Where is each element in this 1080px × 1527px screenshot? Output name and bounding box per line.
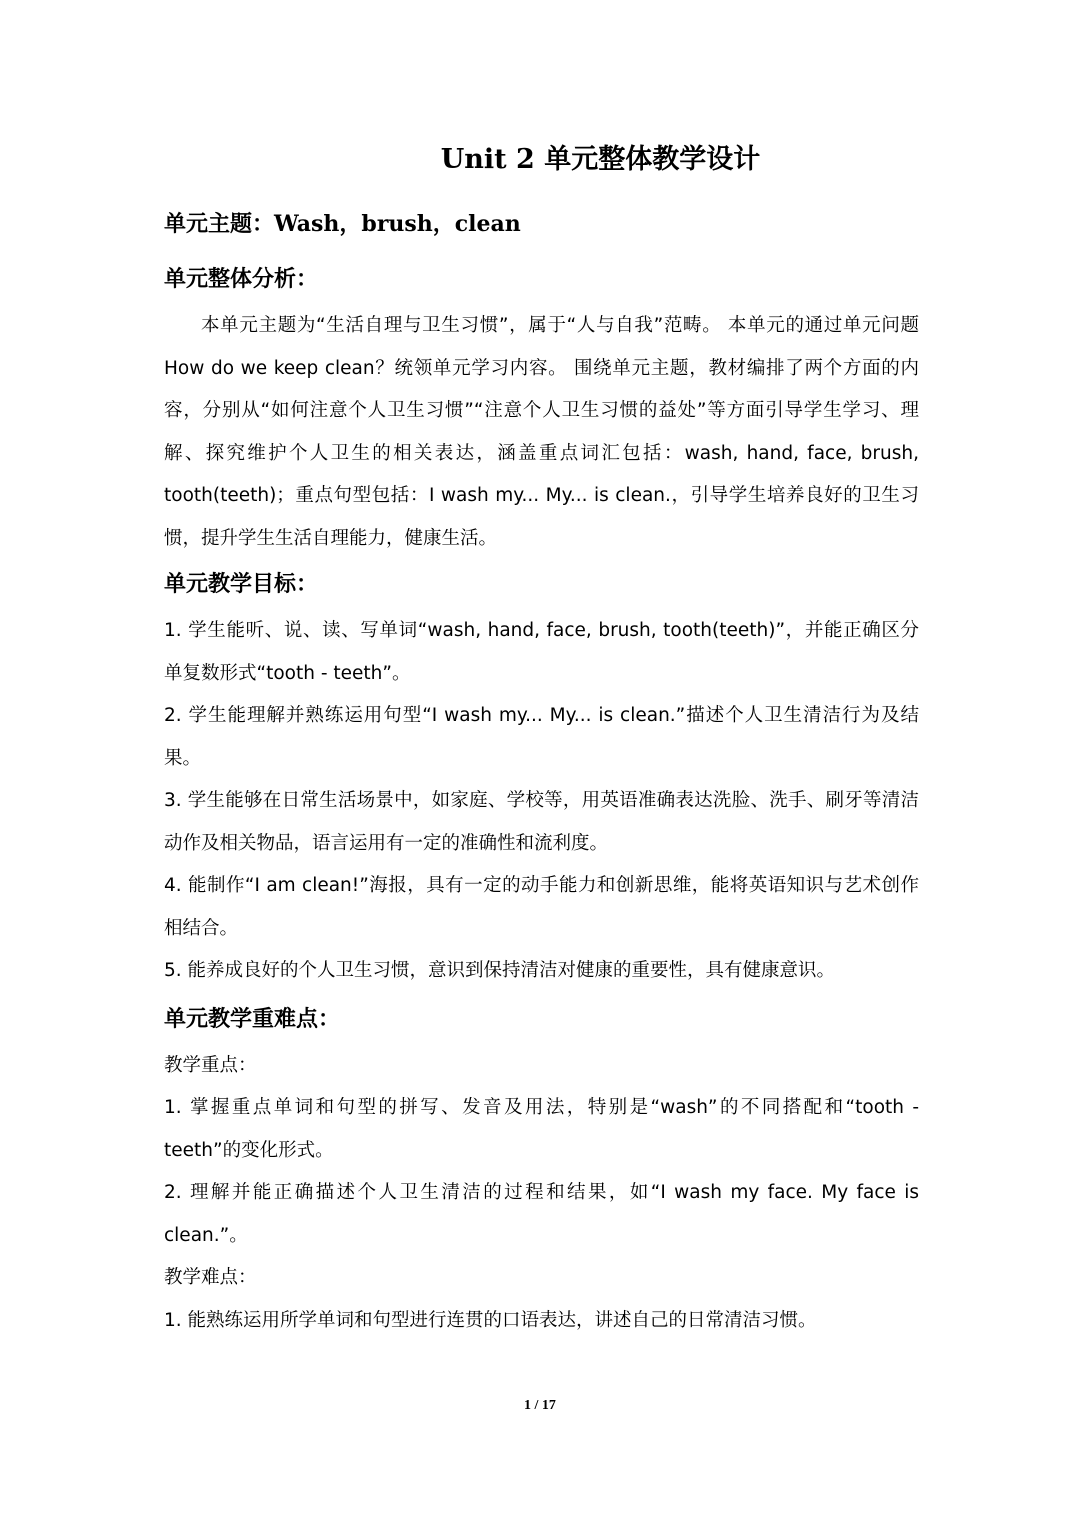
goal-item-3: 3. 学生能够在日常生活场景中，如家庭、学校等，用英语准确表达洗脸、洗手、刷牙等清洁动作及相关物品，语言运用有一定的准确性和流利度。 [164,790,919,854]
focus-item-1: 1. 掌握重点单词和句型的拼写、发音及用法，特别是“wash”的不同搭配和“tooth - teeth”的变化形式。 [164,1097,919,1161]
goals-heading: 单元教学目标： [164,571,319,597]
focus-item-2: 2. 理解并能正确描述个人卫生清洁的过程和结果，如“I wash my face. My face is clean.”。 [164,1182,919,1246]
goal-item-2: 2. 学生能理解并熟练运用句型“I wash my... My... is clean.”描述个人卫生清洁行为及结果。 [164,705,919,769]
difficulty-item-1: 1. 能熟练运用所学单词和句型进行连贯的口语表达，讲述自己的日常清洁习惯。 [164,1309,817,1331]
page-number: 1 / 17 [524,1398,556,1413]
unit-theme-heading: 单元主题：Wash，brush，clean [164,211,521,237]
analysis-heading: 单元整体分析： [164,266,319,292]
key-points-heading: 单元教学重难点： [164,1005,341,1032]
teaching-focus-label: 教学重点： [164,1054,257,1076]
goal-item-1: 1. 学生能听、说、读、写单词“wash, hand, face, brush, tooth(teeth)”，并能正确区分单复数形式“tooth - teeth”。 [164,620,919,684]
teaching-difficulty-label: 教学难点： [164,1267,257,1288]
goal-item-4: 4. 能制作“I am clean!”海报，具有一定的动手能力和创新思维，能将英语知识与艺术创作相结合。 [164,875,919,939]
page-content [164,138,919,1342]
document-title: Unit 2 单元整体教学设计 [440,144,761,175]
analysis-paragraph: 本单元主题为“生活自理与卫生习惯”，属于“人与自我”范畴。 本单元的通过单元问题 How do we keep clean？统领单元学习内容。 围绕单元主题，教材编排了两个方面的内容，分别从“如何注意个人卫生习惯”“注意个人卫生习惯的益处”等方面引导学生学习、理解、探究维护个人卫生的相关表达，涵盖重点词汇包括：wash, hand, face, brush, tooth(teeth)；重点句型包括：I wash my... My... is clean.，引导学生培养良好的卫生习惯，提升学生生活自理能力，健康生活。 [164,315,919,549]
goal-item-5: 5. 能养成良好的个人卫生习惯，意识到保持清洁对健康的重要性，具有健康意识。 [164,960,836,981]
